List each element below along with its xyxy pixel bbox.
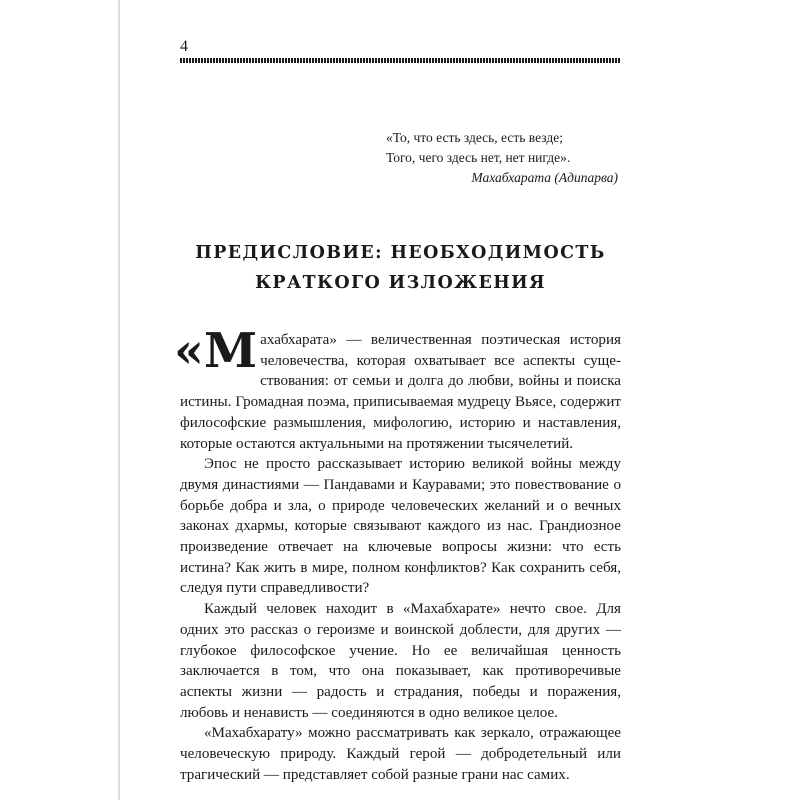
epigraph-source: Махабхарата (Адипарва) — [471, 170, 618, 185]
epigraph-line-2: Того, чего здесь нет, нет нигде». — [386, 150, 571, 165]
chapter-title-line-2: КРАТКОГО ИЗЛОЖЕНИЯ — [255, 273, 546, 293]
paragraph-2: Эпос не просто рассказывает историю великой войны между двумя династиями — Пандавами и Кауравами; это повествование о борьбе добра и зла, о природе человеческих желаний и о вечных законах дхармы, которые связывают каждого из нас. Грандиозное произведение отвечает на ключевые вопросы жизни: что есть истина? Как жить в мире, полном конфликтов? Как сохранить себя, следуя пути справедливости? — [180, 456, 621, 597]
body-text — [174, 323, 621, 785]
paragraph-1 — [174, 323, 621, 454]
drop-cap: «М — [174, 323, 258, 379]
epigraph — [386, 128, 618, 188]
paragraph-4: «Махабхарату» можно рассматривать как зеркало, отражающее человеческую природу. Каждый герой — добродетельный или трагический — представляет собой разные грани нас самих. — [180, 725, 621, 783]
page-number: 4 — [180, 38, 188, 55]
paragraph-1-text: ахабхарата» — величественная поэтическая история человечества, которая охватывает все аспекты существования: от семьи и долга до любви, войны и поиска истины. Громадная поэма, приписываемая мудрецу Вьясе, содержит философские размышления, мифологию, историю и наставления, которые остаются актуальными на протяжении тысячелетий. — [180, 332, 621, 452]
chapter-title — [180, 238, 621, 298]
epigraph-line-1: «То, что есть здесь, есть везде; — [386, 130, 563, 145]
paragraph-3: Каждый человек находит в «Махабхарате» нечто свое. Для одних это рассказ о героизме и воинской доблести, для других — глубокое философское учение. Но ее величайшая ценность заключается в том, что она показывает, как противоречивые аспекты жизни — радость и страдания, победы и поражения, любовь и ненависть — соединяются в одно великое целое. — [180, 601, 621, 721]
chapter-title-line-1: ПРЕДИСЛОВИЕ: НЕОБХОДИМОСТЬ — [195, 243, 606, 263]
page-edge-line — [118, 0, 120, 800]
header-rule — [180, 58, 621, 63]
